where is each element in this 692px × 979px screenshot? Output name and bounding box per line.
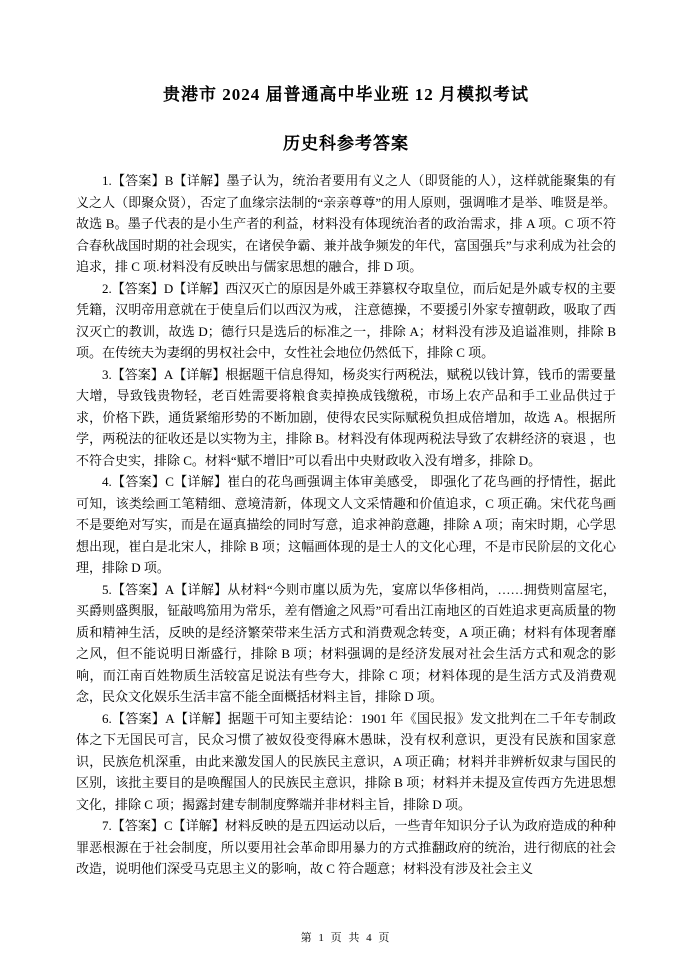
answer-number: 5. [102,581,112,597]
answer-explanation: 从材料“今则市廛以质为先，宴席以华侈相尚，……拥赀则富屋宅，买爵则盛舆服，钲敲鸣笳用为常乐，差有僭逾之风焉”可看出江南地区的百姓追求更高质量的物质和精神生活，反映的是经济繁荣带来生活方式和消费观念转变，A 项正确；材料有体现奢靡之风，但不能说明日渐盛行，排除 B 项；材料强调的是经济发展对社会生活方式和观念的影响，而江南百姓物质生活较富足说法有些夸大，排除 C 项；材料体现的是生活方式及消费观念，民众文化娱乐生活丰富不能全面概括材料主旨，排除 D 项。 [76,581,616,704]
answer-letter: A [165,710,175,726]
answer-paragraph [76,364,616,472]
detail-label: 【详解】 [173,366,226,382]
answer-label: 【答案】 [111,818,164,833]
answer-paragraph [76,170,616,278]
answer-label: 【答案】 [111,581,165,597]
answer-paragraph [76,278,616,364]
answer-letter: B [164,173,174,188]
answer-explanation: 西汉灭亡的原因是外戚王莽篡权夺取皇位，而后妃是外戚专权的主要凭籍，汉明帝用意就在于使皇后们以西汉为戒， 注意德操，不要援引外家专擅朝政，吸取了西汉灭亡的教训，故选 D；德行只是选后的标准之一，排除 A；材料没有涉及追谥准则，排除 B 项。在传统夫为妻纲的男权社会中，女性社会地位仍然低下，排除 C 项。 [76,280,616,360]
answers-list [76,170,616,880]
answer-paragraph [76,471,616,579]
answer-number: 4. [102,474,112,489]
answer-number: 7. [102,818,112,833]
detail-label: 【详解】 [173,173,227,188]
document-subtitle: 历史科参考答案 [283,134,409,153]
answer-label: 【答案】 [111,280,164,296]
answer-explanation: 根据题干信息得知，杨炎实行两税法，赋税以钱计算，钱币的需要量大增，导致钱贵物轻，老百姓需要将粮食卖掉换成钱缴税，市场上农产品和手工业品供过于求，价格下跌，通货紧缩形势的不断加剧，使得农民实际赋税负担成倍增加，故选 A。根据所学，两税法的征收还是以实物为主，排除 B。材料没有体现两税法导致了农耕经济的衰退 ，也不符合史实，排除 C。材料“赋不增旧”可以看出中央财政收入没有增多，排除 D。 [76,366,616,468]
answer-paragraph [76,708,616,816]
detail-label: 【详解】 [174,710,229,726]
page-footer: 第 1 页 共 4 页 [300,932,392,944]
answer-number: 3. [102,366,112,382]
answer-explanation: 墨子认为，统治者要用有义之人（即贤能的人），这样就能聚集的有义之人（即聚众贤），否定了血缘宗法制的“亲亲尊尊”的用人原则，强调唯才是举、唯贤是举。故选 B。墨子代表的是小生产者的利益，材料没有体现统治者的政治需求，排 A 项。C 项不符合春秋战国时期的社会现实，在诸侯争霸、兼并战争频发的年代，富国强兵”与求利成为社会的追求，排 C 项.材料没有反映出与儒家思想的融合，排 D 项。 [76,173,616,274]
answer-label: 【答案】 [111,366,164,382]
answer-number: 1. [102,173,112,188]
answer-label: 【答案】 [111,173,165,188]
answer-number: 2. [102,280,112,296]
answer-explanation: 材料反映的是五四运动以后，一些青年知识分子认为政府造成的种种罪恶根源在于社会制度，所以要用社会革命即用暴力的方式推翻政府的统治，进行彻底的社会改造，说明他们深受马克思主义的影响，故 C 符合题意；材料没有涉及社会主义 [76,818,616,876]
answer-explanation: 据题干可知主要结论：1901 年《国民报》发文批判在二千年专制政体之下无国民可言，民众习惯了被奴役变得麻木愚昧，没有权利意识，更没有民族和国家意识，民族危机深重，由此来激发国人的民族民主意识，A 项正确；材料并非辨析奴隶与国民的区别，该批主要目的是唤醒国人的民族民主意识，排除 B 项；材料并未提及宣传西方先进思想文化，排除 C 项；揭露封建专制制度弊端并非材料主旨，排除 D 项。 [76,710,616,812]
answer-label: 【答案】 [111,474,166,489]
answer-label: 【答案】 [111,710,166,726]
detail-label: 【详解】 [174,581,228,597]
answer-number: 6. [102,710,112,726]
detail-label: 【详解】 [172,818,225,833]
document-title: 贵港市 2024 届普通高中毕业班 12 月模拟考试 [163,85,529,104]
answer-explanation: 崔白的花鸟画强调主体审美感受， 即强化了花鸟画的抒情性，据此可知，该类绘画工笔精细、意境清新，体现文人文采情趣和价值追求，C 项正确。宋代花鸟画不是要绝对写实，而是在逼真描绘的同时写意，追求神韵意趣，排除 A 项；南宋时期，心学思想出现，崔白是北宋人，排除 B 项；这幅画体现的是士人的文化心理，不是市民阶层的文化心理，排除 D 项。 [76,474,616,575]
answer-letter: D [163,280,174,296]
answer-paragraph [76,815,616,880]
detail-label: 【详解】 [173,280,226,296]
detail-label: 【详解】 [173,474,228,489]
answer-letter: C [165,474,174,489]
answer-paragraph [76,579,616,708]
answer-letter: A [164,581,175,597]
answer-letter: A [163,366,174,382]
answer-letter: C [163,818,173,833]
